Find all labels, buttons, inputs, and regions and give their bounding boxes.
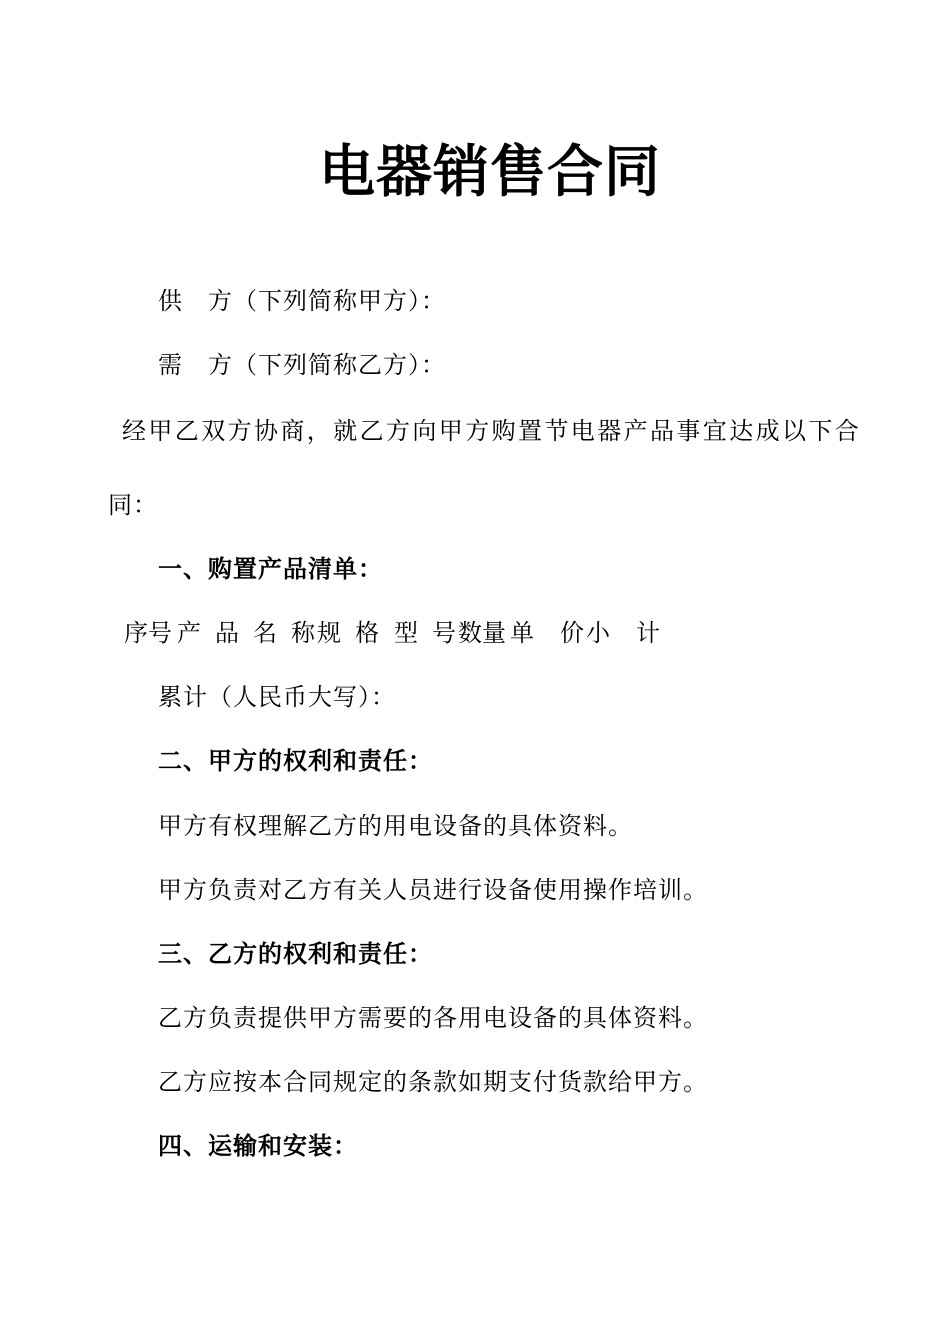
col-unit-price-1: 单 <box>510 619 534 647</box>
col-subtotal-2: 计 <box>636 619 660 647</box>
intro-paragraph-line1: 经甲乙双方协商，就乙方向甲方购置节电器产品事宜达成以下合 <box>122 417 862 445</box>
col-product-name-2: 品 <box>215 619 239 647</box>
col-spec-3: 型 <box>394 619 418 647</box>
col-quantity: 数量 <box>458 619 506 647</box>
document-title: 电器销售合同 <box>319 140 661 205</box>
section1-heading: 一、购置产品清单： <box>158 555 383 583</box>
col-index: 序号 <box>124 619 172 647</box>
col-spec-2: 格 <box>355 619 379 647</box>
section4-heading: 四、运输和安装： <box>158 1132 358 1160</box>
section3-heading: 三、乙方的权利和责任： <box>158 940 433 968</box>
supplier-label: 供 方（下列简称甲方）： <box>158 287 446 315</box>
col-product-name-4: 称 <box>291 619 315 647</box>
section3-item-1: 乙方负责提供甲方需要的各用电设备的具体资料。 <box>158 1004 708 1032</box>
section2-item-1: 甲方有权理解乙方的用电设备的具体资料。 <box>158 812 633 840</box>
col-product-name-1: 产 <box>177 619 201 647</box>
section2-heading: 二、甲方的权利和责任： <box>158 747 433 775</box>
col-spec-1: 规 <box>317 619 341 647</box>
col-spec-4: 号 <box>432 619 456 647</box>
col-product-name-3: 名 <box>253 619 277 647</box>
total-label: 累计（人民币大写）： <box>158 683 396 711</box>
section2-item-2: 甲方负责对乙方有关人员进行设备使用操作培训。 <box>158 876 708 904</box>
section3-item-2: 乙方应按本合同规定的条款如期支付货款给甲方。 <box>158 1068 708 1096</box>
intro-paragraph-line2: 同： <box>108 491 158 519</box>
buyer-label: 需 方（下列简称乙方）： <box>158 351 446 379</box>
col-subtotal-1: 小 <box>586 619 610 647</box>
col-unit-price-2: 价 <box>560 619 584 647</box>
